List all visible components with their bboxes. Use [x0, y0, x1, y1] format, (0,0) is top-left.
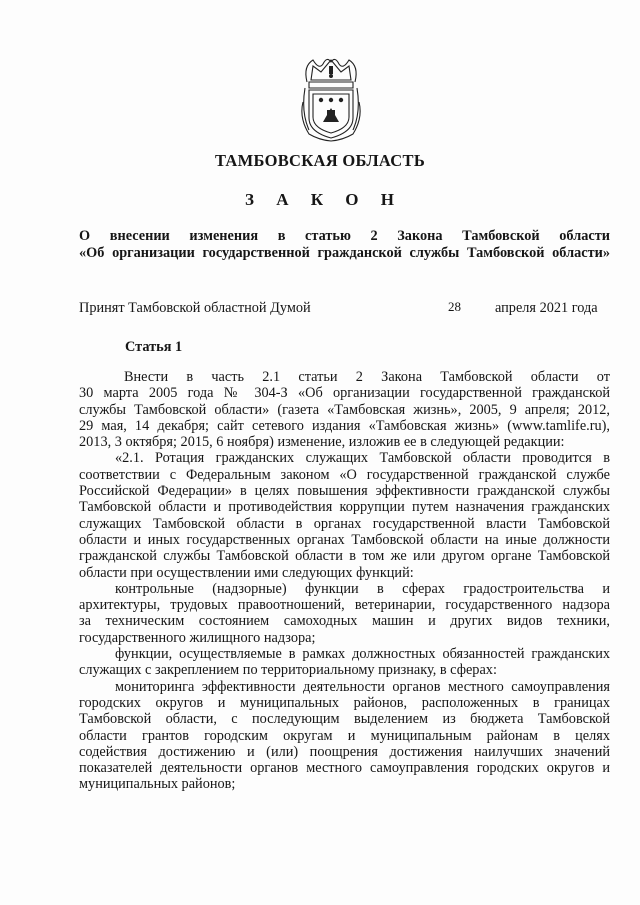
body-line: служащих Тамбовской области в органах государственной власти Тамбовской — [79, 515, 610, 532]
body-line: Тамбовской области, с последующим выделением из бюджета Тамбовской — [79, 711, 610, 728]
article-heading: Статья 1 — [125, 339, 183, 355]
body-line: 2013, 3 октября; 2015, 6 ноября) изменение, изложив ее в следующей редакции: — [79, 434, 565, 451]
body-line: Тамбовской области и противодействия коррупции путем назначения гражданских — [79, 499, 610, 516]
body-line: службы Тамбовской области» (газета «Тамбовская жизнь», 2005, 9 апреля; 2012, — [79, 401, 610, 418]
body-line: области и иных государственных органах Тамбовской области на иные должности — [79, 531, 610, 548]
body-line: Внести в часть 2.1 статьи 2 Закона Тамбовской области от — [124, 369, 610, 385]
adoption-statement: Принят Тамбовской областной Думой — [79, 300, 311, 316]
coat-of-arms-emblem — [299, 52, 363, 142]
body-line: показателей деятельности органов местного самоуправления городских округов и — [79, 760, 610, 777]
body-line: функции, осуществляемые в рамках должностных обязанностей гражданских — [115, 646, 610, 663]
body-line: служащих с закреплением по территориальному признаку, в сферах: — [79, 662, 497, 679]
body-line: муниципальных районов; — [79, 776, 236, 793]
subject-line: О внесении изменения в статью 2 Закона Тамбовской области — [79, 228, 610, 244]
body-line: области при осуществлении ими следующих функций: — [79, 564, 414, 581]
region-title: ТАМБОВСКАЯ ОБЛАСТЬ — [214, 151, 426, 170]
body-line: государственного жилищного надзора; — [79, 629, 316, 646]
body-line: области грантов городским округам и муниципальным районам в целях — [79, 727, 610, 744]
adoption-day: 28 — [448, 299, 461, 314]
body-line: архитектуры, трудовых правоотношений, ветеринарии, государственного надзора — [79, 597, 610, 614]
article-body — [79, 369, 610, 793]
body-line: 30 марта 2005 года № 304-З «Об организации государственной гражданской — [79, 385, 610, 402]
body-line: «2.1. Ротация гражданских служащих Тамбовской области проводится в — [115, 450, 610, 467]
body-line: городских округов и муниципальных районов, расположенных в границах — [79, 694, 610, 711]
body-line: Российской Федерации» в целях повышения эффективности гражданской службы — [79, 483, 610, 500]
subject-line: «Об организации государственной гражданской службы Тамбовской области» — [79, 245, 610, 261]
body-line: 29 мая, 14 декабря; сайт сетевого издания «Тамбовская жизнь» (www.tamlife.ru), — [79, 417, 610, 434]
body-line: соответствии с Федеральным законом «О государственной гражданской службе — [79, 466, 610, 483]
law-subject-title — [79, 228, 610, 262]
body-line: гражданской службы Тамбовской области в том же или другом органе Тамбовской — [79, 548, 610, 565]
document-type-heading: З А К О Н — [244, 190, 404, 209]
body-line: содействия достижению и (или) поощрения достижения наилучших значений — [79, 743, 610, 760]
adoption-month-year: апреля 2021 года — [495, 300, 598, 316]
body-line: мониторинга эффективности деятельности органов местного самоуправления — [115, 678, 610, 695]
body-line: контрольные (надзорные) функции в сферах градостроительства и — [115, 580, 610, 597]
body-line: за техническим состоянием самоходных машин и других видов техники, — [79, 613, 610, 630]
